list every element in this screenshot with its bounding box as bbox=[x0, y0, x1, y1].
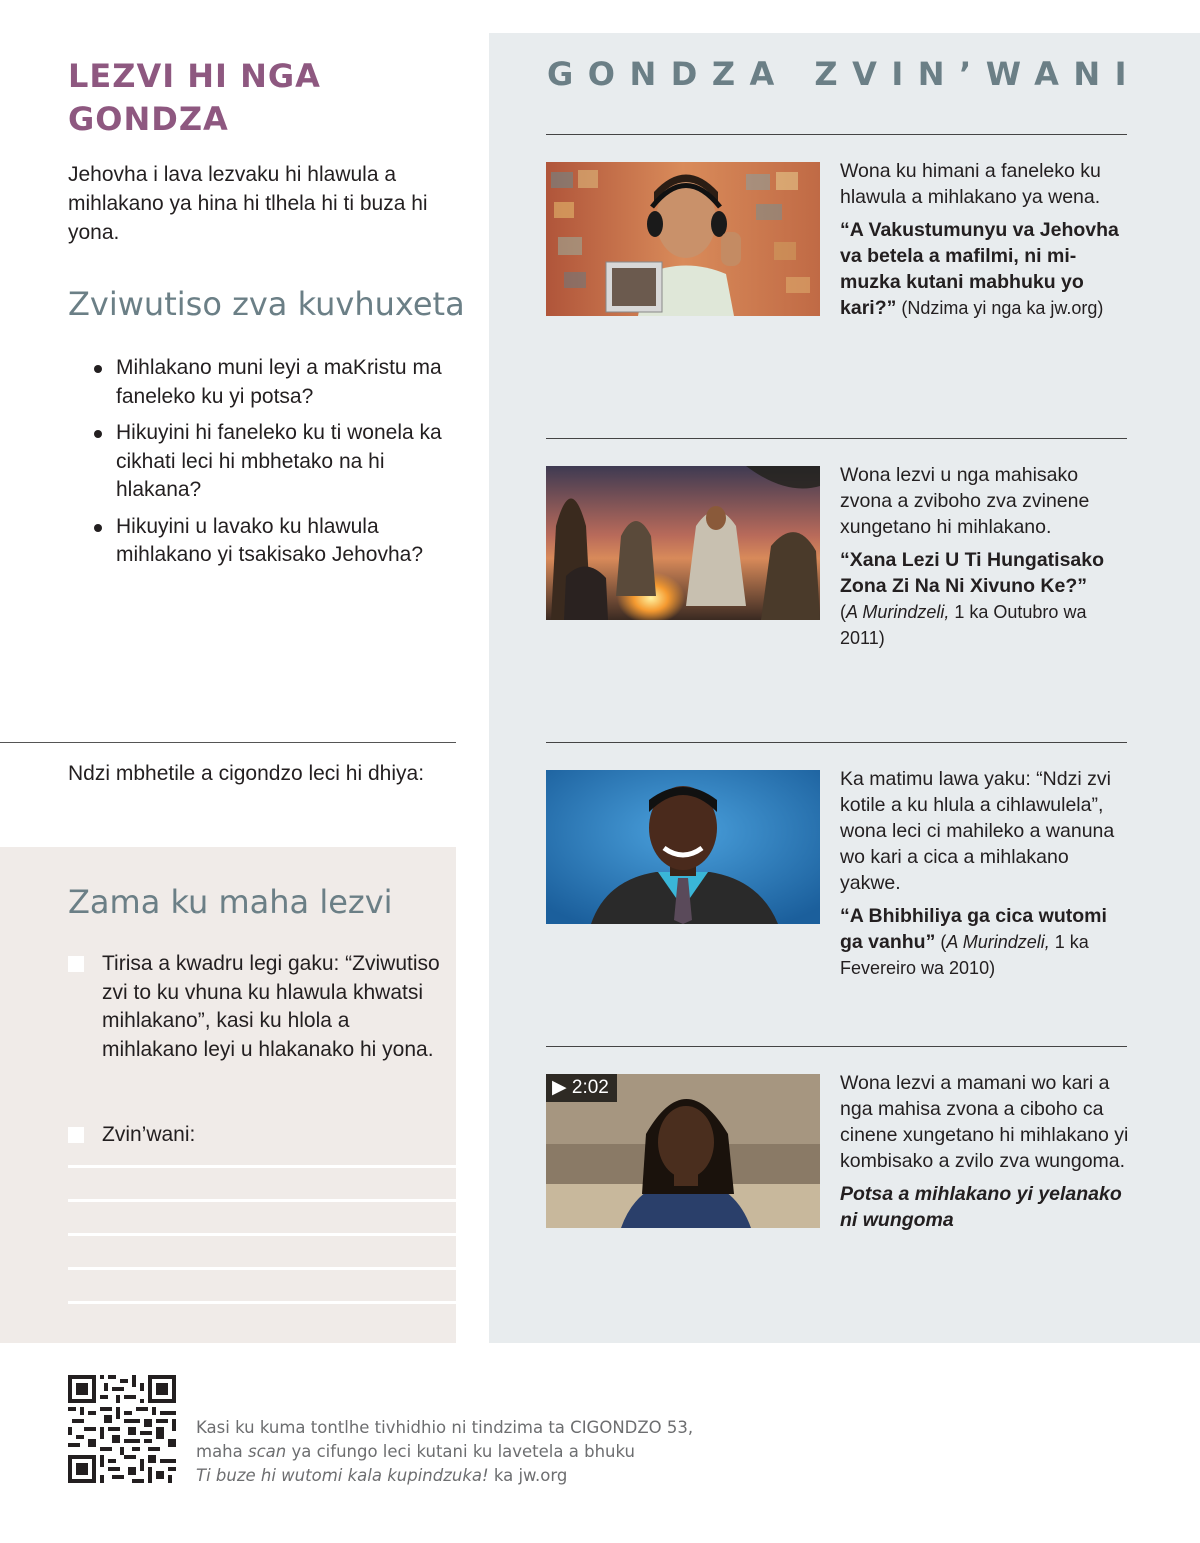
divider bbox=[0, 742, 456, 743]
writing-line[interactable] bbox=[68, 1199, 456, 1202]
divider bbox=[546, 742, 1127, 743]
resource-source: ( bbox=[840, 602, 846, 622]
resource-source-publication: A Murindzeli, bbox=[846, 602, 950, 622]
qr-code[interactable] bbox=[68, 1375, 176, 1483]
resource-title[interactable]: “Xana Lezi U Ti Hungatisako Zona Zi Na Ni Xivuno Ke?” bbox=[840, 549, 1105, 597]
task-text: Zvin’wani: bbox=[102, 1123, 196, 1146]
divider bbox=[546, 1046, 1127, 1047]
review-heading: Zviwutiso zva kuvhuxeta bbox=[68, 285, 465, 323]
footer-text bbox=[196, 1416, 756, 1488]
footer-line-2-end: ya cifungo leci kutani ku lavetela a bhuku bbox=[286, 1442, 635, 1461]
resource-source: ( bbox=[935, 932, 947, 952]
footer-line-1: Kasi ku kuma tontlhe tivhidhio ni tindzima ta CIGONDZO 53, bbox=[196, 1418, 694, 1437]
task-item bbox=[68, 1121, 448, 1150]
video-title[interactable]: Potsa a mihlakano yi yelanako ni wungoma bbox=[840, 1183, 1122, 1231]
task-item bbox=[68, 950, 448, 1064]
resource-item-text bbox=[840, 766, 1130, 988]
young-man-headphones-photo[interactable] bbox=[546, 162, 820, 316]
resource-item-text bbox=[840, 158, 1130, 328]
resource-source-publication: A Murindzeli, bbox=[946, 932, 1050, 952]
campfire-painting[interactable] bbox=[546, 466, 820, 620]
footer-line-2-scan: scan bbox=[248, 1442, 287, 1461]
smiling-man-portrait[interactable] bbox=[546, 770, 820, 924]
resource-description: Ka matimu lawa yaku: “Ndzi zvi kotile a ku hlula a cihlawulela”, wona leci ci mahileko a wanuna wo kari a cica a mihlakano yakwe. bbox=[840, 768, 1115, 894]
lesson-heading: LEZVI HI NGA GONDZA bbox=[68, 57, 321, 138]
resource-item-text bbox=[840, 462, 1130, 658]
resource-source: (Ndzima yi nga ka jw.org) bbox=[896, 298, 1104, 318]
footer-site: ka jw.org bbox=[488, 1466, 568, 1485]
question-item: Mihlakano muni leyi a maKristu ma faneleko ku yi potsa? bbox=[92, 354, 462, 411]
writing-line[interactable] bbox=[68, 1233, 456, 1236]
question-item: Hikuyini u lavako ku hlawula mihlakano yi tsakisako Jehovha? bbox=[92, 513, 462, 570]
writing-line[interactable] bbox=[68, 1267, 456, 1270]
task-checkbox[interactable] bbox=[68, 1127, 84, 1143]
task-checkbox[interactable] bbox=[68, 956, 84, 972]
question-item: Hikuyini hi faneleko ku ti wonela ka cikhati leci hi mbhetako na hi hlakana? bbox=[92, 419, 462, 505]
writing-line[interactable] bbox=[68, 1165, 456, 1168]
footer-line-2-start: maha bbox=[196, 1442, 248, 1461]
resource-description: Wona lezvi a mamani wo kari a nga mahisa zvona a ciboho ca cinene xungetano hi mihlakano yi kombisako a zvilo zva wungoma. bbox=[840, 1072, 1129, 1172]
try-heading: Zama ku maha lezvi bbox=[68, 883, 393, 921]
video-duration-badge: ▶ 2:02 bbox=[546, 1074, 617, 1102]
review-questions bbox=[92, 354, 462, 578]
resource-description: Wona lezvi u nga mahisako zvona a zviboho zva zvinene xungetano hi mihlakano. bbox=[840, 464, 1090, 538]
completed-label: Ndzi mbhetile a cigondzo leci hi dhiya: bbox=[68, 762, 425, 785]
resource-title[interactable]: “A Vakustumunyu va Jehovha va betela a mafilmi, ni mimuzka kutani mabhuku yo kari?” bbox=[840, 219, 1119, 319]
divider bbox=[546, 438, 1127, 439]
resource-title[interactable]: “A Bhibhiliya ga cica wutomi ga vanhu” bbox=[840, 905, 1107, 953]
footer-book-title[interactable]: Ti buze hi wutomi kala kupindzuka! bbox=[196, 1466, 489, 1485]
resource-description: Wona ku himani a faneleko ku hlawula a mihlakano ya wena. bbox=[840, 160, 1101, 208]
writing-line[interactable] bbox=[68, 1301, 456, 1304]
resource-source-date: 1 ka Outubro wa 2011) bbox=[840, 602, 1087, 648]
task-text: Tirisa a kwadru legi gaku: “Zviwutiso zvi to ku vhuna ku hlawula khwatsi mihlakano”, kasi ku hlola a mihlakano leyi u hlakanako hi yona. bbox=[102, 952, 440, 1061]
divider bbox=[546, 134, 1127, 135]
resource-item-text bbox=[840, 1070, 1130, 1240]
woman-video-still[interactable] bbox=[546, 1074, 820, 1228]
learn-more-heading: GONDZA ZVIN’WANI bbox=[547, 55, 1142, 93]
intro-text: Jehovha i lava lezvaku hi hlawula a mihlakano ya hina hi tlhela hi ti buza hi yona. bbox=[68, 163, 428, 244]
resource-source-date: 1 ka Fevereiro wa 2010) bbox=[840, 932, 1089, 978]
